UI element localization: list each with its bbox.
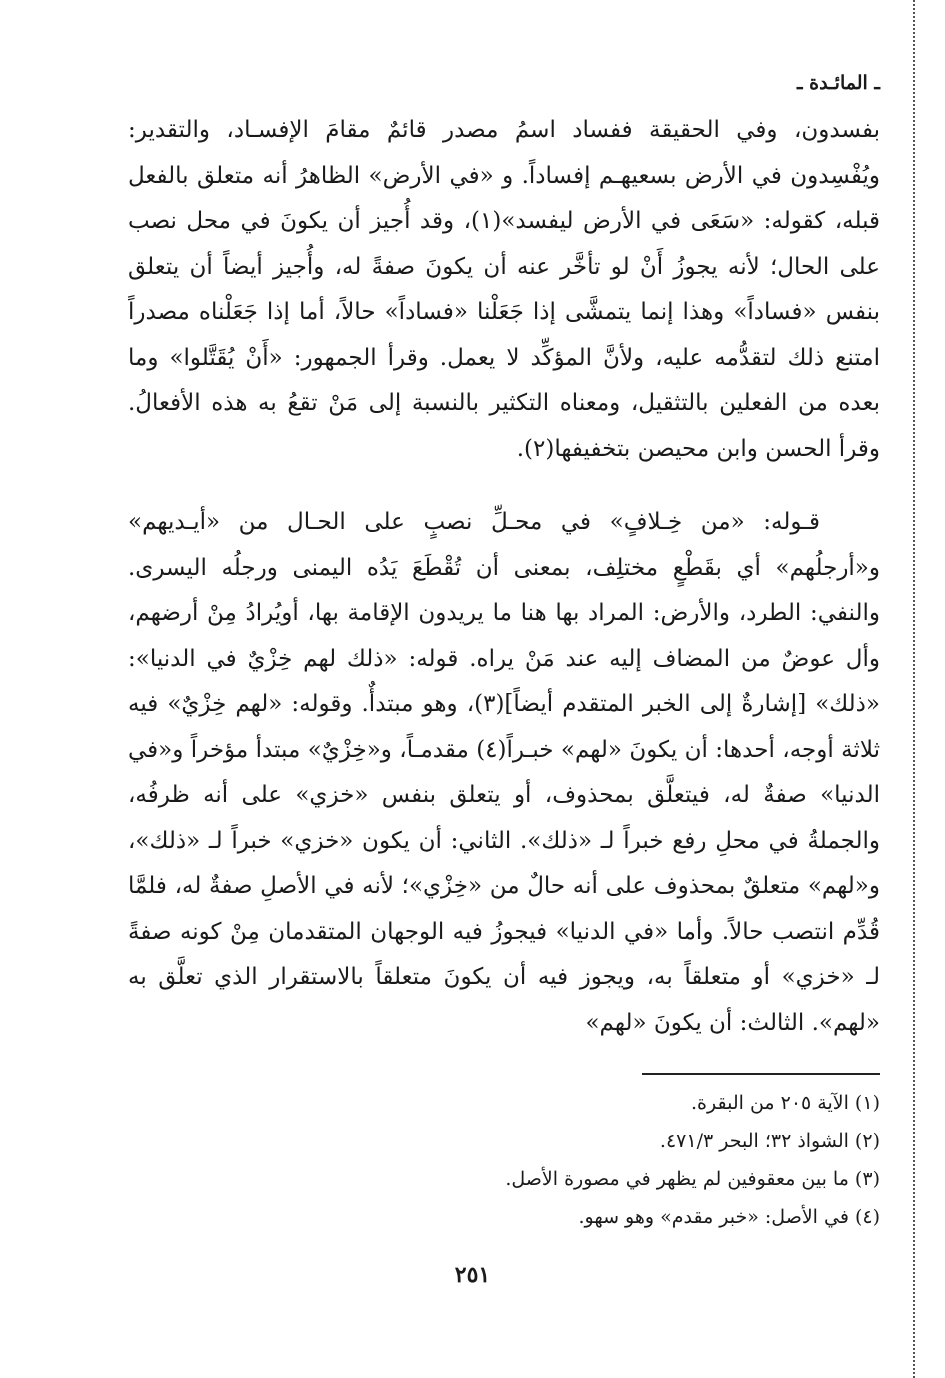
footnote-separator — [642, 1073, 880, 1075]
paragraph-1: بفسدون، وفي الحقيقة ففساد اسمُ مصدر قائمٌ مقامَ الإفسـاد، والتقدير: ويُفْسِدون في الأرض بسعيهـم إفساداً. و «في الأرض» الظاهرُ أنه متعلق بالفعل قبله، كقوله: «سَعَى في الأرض ليفسد»(١)، وقد أُجيز أن يكونَ في محل نصب على الحال؛ لأنه يجوزُ أَنْ لو تأخَّر عنه أن يكونَ صفةً له، وأُجيز أيضاً أن يتعلق بنفس «فساداً» وهذا إنما يتمشَّى إذا جَعَلْنا «فساداً» حالاً، أما إذا جَعَلْناه مصدراً امتنع ذلك لتقدُّمه عليه، ولأنَّ المؤكِّد لا يعمل. وقرأ الجمهور: «أَنْ يُقَتَّلوا» وما بعده من الفعلين بالتثقيل، ومعناه التكثير بالنسبة إلى مَنْ تقعُ به هذه الأفعالُ. وقرأ الحسن وابن محيصن بتخفيفها(٢). — [128, 117, 880, 462]
footnotes — [400, 1084, 880, 1236]
footnote-2: (٢) الشواذ ٣٢؛ البحر ٤٧١/٣. — [659, 1130, 880, 1152]
paragraph-2-text: قـوله: «من خِـلافٍ» في محـلِّ نصبٍ على الحـال من «أيـديهم» و«أرجلُهم» أي بقَطْعٍ مختلِف، بمعنى أن تُقْطَعَ يَدُه اليمنى ورجلُه اليسرى. والنفي: الطرد، والأرض: المراد بها هنا ما يريدون الإقامة بها، أويُرادُ مِنْ أرضهم، وأل عوضٌ من المضاف إليه عند مَنْ يراه. قوله: «ذلك لهم خِزْيٌ في الدنيا»: «ذلك» [إشارةٌ إلى الخبر المتقدم أيضاً](٣)، وهو مبتدأٌ. وقوله: «لهم خِزْيٌ» فيه ثلاثة أوجه، أحدها: أن يكونَ «لهم» خبـراً(٤) مقدمـاً، و«خِزْيٌ» مبتدأ مؤخراً و«في الدنيا» صفةٌ له، فيتعلَّق بمحذوف، أو يتعلق بنفس «خزي» على أنه ظرفُه، والجملةُ في محلِ رفع خبراً لـ «ذلك». الثاني: أن يكون «خزي» خبراً لـ «ذلك»، و«لهم» متعلقٌ بمحذوف على أنه حالٌ من «خِزْي»؛ لأنه في الأصلِ صفةٌ له، فلمَّا قُدِّم انتصب حالاً. وأما «في الدنيا» فيجوزُ فيه الوجهان المتقدمان مِنْ كونه صفةً لـ «خزي» أو متعلقاً به، ويجوز فيه أن يكونَ متعلقاً بالاستقرار الذي تعلَّق به «لهم». الثالث: أن يكونَ «لهم» — [128, 509, 880, 1036]
paragraph-2 — [128, 500, 880, 1046]
page-number: ٢٥١ — [454, 1262, 491, 1288]
margin-dotted-line — [913, 0, 915, 1378]
footnote-1: (١) الآية ٢٠٥ من البقرة. — [691, 1092, 880, 1114]
footnote-3: (٣) ما بين معقوفين لم يظهر في مصورة الأصل. — [505, 1168, 880, 1190]
footnote-4: (٤) في الأصل: «خبر مقدم» وهو سهو. — [578, 1206, 880, 1228]
running-header: ـ المائـدة ـ — [797, 72, 880, 94]
